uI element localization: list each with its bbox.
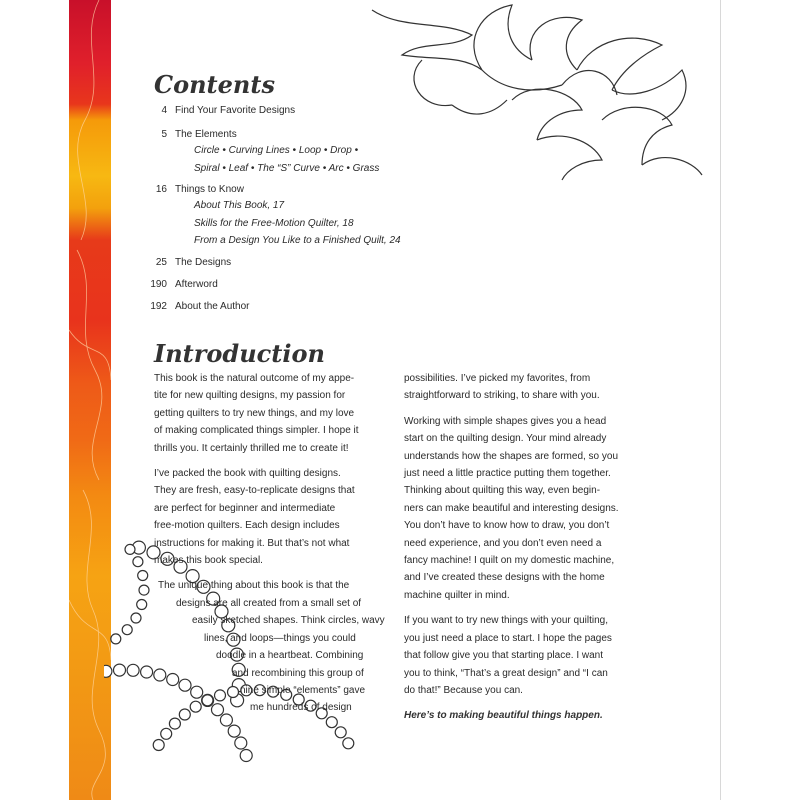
toc-label: Find Your Favorite Designs xyxy=(175,105,296,116)
text-line: that follow give you that starting place. I want xyxy=(404,650,603,662)
decorative-circle xyxy=(111,634,121,644)
text-line: you just need a place to start. I hope the pages xyxy=(404,632,612,644)
text-line: The unique thing about this book is that the xyxy=(158,580,350,592)
introduction-left-column xyxy=(154,370,386,725)
text-line: and recombining this group of xyxy=(232,667,364,679)
text-line: instructions for making it. But that’s not what xyxy=(154,537,350,549)
text-line: need experience, and you don’t even need a xyxy=(404,537,602,549)
text-line: possibilities. I’ve picked my favorites, from xyxy=(404,373,591,384)
text-line: tite for new quilting designs, my passion for xyxy=(154,390,346,402)
text-line: straightforward to striking, to share with you. xyxy=(404,390,600,402)
text-line: start on the quilting design. Your mind already xyxy=(404,433,607,445)
text-line: machine quilter in mind. xyxy=(404,589,510,601)
toc-subentry: From a Design You Like to a Finished Quilt, 24 xyxy=(194,235,401,246)
text-line: They are fresh, easy-to-replicate designs that xyxy=(154,485,355,497)
decorative-circle xyxy=(161,728,172,739)
decorative-circle xyxy=(141,666,153,678)
text-line: do that!” Because you can. xyxy=(404,684,523,696)
text-line: You don’t have to know how to draw, you don’t xyxy=(404,520,610,532)
closing-line: Here’s to making beautiful things happen. xyxy=(404,710,603,722)
decorative-circle xyxy=(343,738,354,749)
toc-label: Things to Know xyxy=(175,184,244,195)
toc-page-number: 190 xyxy=(150,278,167,290)
toc-label: About the Author xyxy=(175,300,250,312)
toc-label: The Elements xyxy=(175,129,237,140)
decorative-circle xyxy=(131,613,141,623)
decorative-circle xyxy=(137,600,147,610)
toc-page-number: 5 xyxy=(161,129,167,140)
toc-page-number: 16 xyxy=(155,184,167,195)
paragraph xyxy=(154,577,386,716)
text-line: nine simple “elements” gave xyxy=(240,684,366,696)
toc-label: The Designs xyxy=(175,256,232,268)
toc-page-number: 25 xyxy=(155,256,167,268)
text-line: easily sketched shapes. Think circles, wavy xyxy=(192,615,385,627)
introduction-heading: Introduction xyxy=(154,339,325,368)
toc-subentry: Spiral • Leaf • The “S” Curve • Arc • Grass xyxy=(194,162,380,174)
decorative-circle xyxy=(335,727,346,738)
toc-subentry: About This Book, 17 xyxy=(194,200,285,211)
toc-entry[interactable] xyxy=(150,278,480,292)
paragraph xyxy=(154,370,386,457)
decorative-circle xyxy=(153,740,164,751)
text-line: makes this book special. xyxy=(154,555,263,567)
text-line: are perfect for beginner and intermediate xyxy=(154,502,336,514)
text-line: just need a little practice putting them together. xyxy=(404,468,611,480)
paragraph xyxy=(404,612,648,699)
text-line: getting quilters to try new things, and my love xyxy=(154,407,355,419)
contents-heading: Contents xyxy=(154,70,275,99)
text-line: lines, and loops—things you could xyxy=(204,632,356,644)
toc-page-number: 192 xyxy=(150,300,167,312)
text-line: Working with simple shapes gives you a head xyxy=(404,415,607,427)
text-line: of making complicated things simpler. I hope it xyxy=(154,425,359,437)
toc-subentry: Circle • Curving Lines • Loop • Drop • xyxy=(194,145,359,156)
toc-entry[interactable] xyxy=(150,128,480,142)
toc-entry[interactable] xyxy=(150,256,480,270)
decorative-circle xyxy=(114,664,126,676)
toc-page-number: 4 xyxy=(161,105,167,116)
text-line: and I’ve created these designs with the home xyxy=(404,572,605,584)
paragraph xyxy=(154,465,386,569)
decorative-circle xyxy=(133,557,143,567)
toc-entry[interactable] xyxy=(150,183,480,197)
decorative-circle xyxy=(138,571,148,581)
toc-label: Afterword xyxy=(175,278,218,290)
decorative-circle xyxy=(127,664,139,676)
text-line: you to think, “That’s a great design” and “I can xyxy=(404,667,608,679)
toc-entry[interactable] xyxy=(150,104,480,118)
text-line: designs are all created from a small set of xyxy=(176,597,362,609)
paragraph xyxy=(404,370,648,405)
text-line: I’ve packed the book with quilting designs. xyxy=(154,468,341,480)
text-line: ners can make beautiful and interesting designs. xyxy=(404,502,619,514)
text-line: me hundreds of design xyxy=(250,702,352,714)
text-line: Thinking about quilting this way, even begin- xyxy=(404,485,601,497)
text-line: This book is the natural outcome of my appe- xyxy=(154,373,355,384)
text-line: doodle in a heartbeat. Combining xyxy=(216,650,364,662)
text-line: thrills you. It certainly thrilled me to create it! xyxy=(154,442,349,454)
table-of-contents xyxy=(150,104,480,314)
decorative-circle xyxy=(228,725,240,737)
decorative-circle xyxy=(240,750,252,762)
decorative-circle xyxy=(122,625,132,635)
text-line: free-motion quilters. Each design includes xyxy=(154,520,340,532)
text-line: fancy machine! I quilt on my domestic machine, xyxy=(404,555,615,567)
text-line: If you want to try new things with your quilting, xyxy=(404,615,608,627)
text-line: understands how the shapes are formed, so you xyxy=(404,450,619,462)
toc-subentry: Skills for the Free-Motion Quilter, 18 xyxy=(194,217,354,229)
decorative-circle xyxy=(235,737,247,749)
decorative-circle xyxy=(125,544,135,554)
paragraph xyxy=(404,413,648,604)
introduction-right-column xyxy=(404,370,648,733)
decorative-circle xyxy=(139,585,149,595)
toc-entry[interactable] xyxy=(150,300,480,314)
decorative-circle xyxy=(104,665,112,677)
